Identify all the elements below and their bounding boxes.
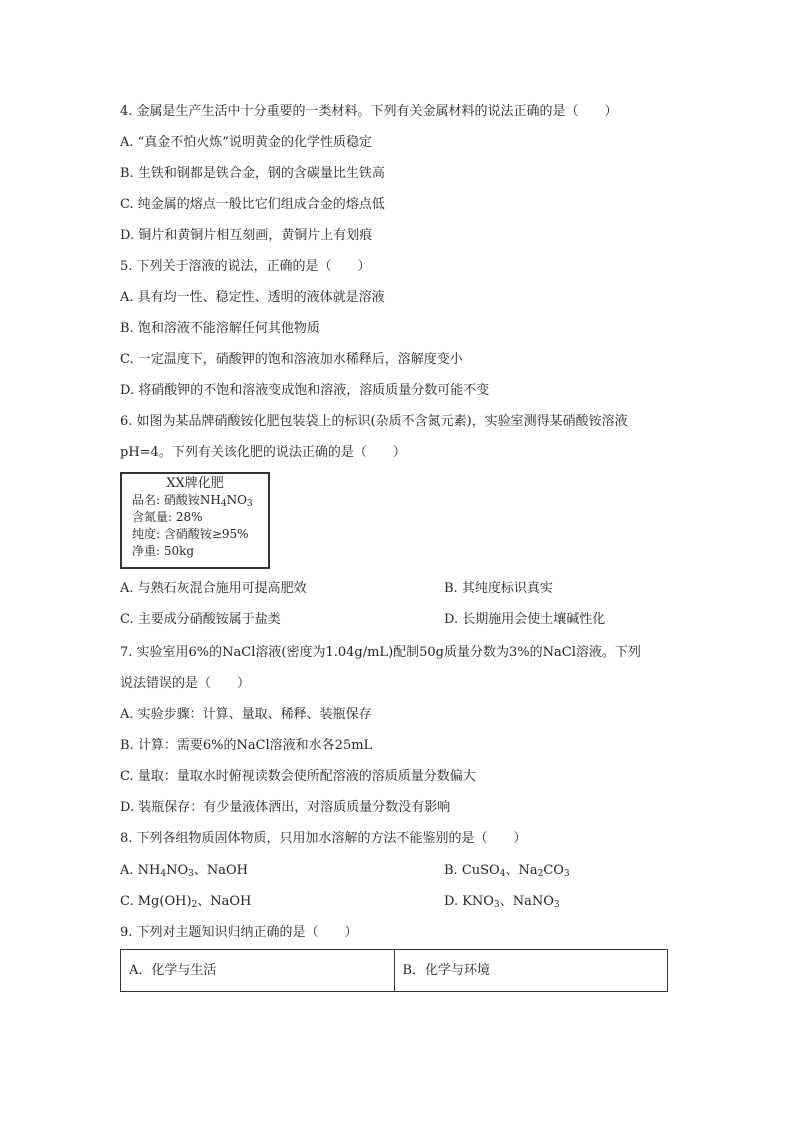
q7-option-a: A. 实验步骤：计算、量取、稀释、装瓶保存 (120, 707, 372, 722)
q6-option-b: B. 其纯度标识真实 (444, 581, 553, 596)
q7-option-d: D. 装瓶保存：有少量液体洒出，对溶质质量分数没有影响 (120, 800, 451, 815)
q5-option-c: C. 一定温度下，硝酸钾的饱和溶液加水稀释后，溶解度变小 (120, 352, 463, 367)
fertilizer-label (120, 472, 270, 569)
q9-stem: 9. 下列对主题知识归纳正确的是（ ） (120, 925, 358, 940)
q5-option-a: A. 具有均一性、稳定性、透明的液体就是溶液 (120, 290, 385, 305)
q4-option-d: D. 铜片和黄铜片相互刻画，黄铜片上有划痕 (120, 228, 373, 243)
q4-option-b: B. 生铁和钢都是铁合金，钢的含碳量比生铁高 (120, 166, 385, 181)
q7-stem-line2: 说法错误的是（ ） (120, 676, 251, 691)
q9-table-cell-a: A．化学与生活 (129, 963, 217, 978)
q5-option-d: D. 将硝酸钾的不饱和溶液变成饱和溶液，溶质质量分数可能不变 (120, 383, 490, 398)
q8-option-c: C. $Mg(OH)_2$、NaOH (120, 894, 252, 910)
q7-stem-line1: 7. 实验室用6%的NaCl溶液(密度为1.04g/mL)配制50g质量分数为3%的NaCl溶液。下列 (120, 645, 641, 660)
q4-option-c: C. 纯金属的熔点一般比它们组成合金的熔点低 (120, 197, 385, 212)
fertilizer-label-title: XX牌化肥 (166, 476, 224, 491)
q6-option-d: D. 长期施用会使土壤碱性化 (444, 612, 606, 627)
fertilizer-label-purity: 纯度: 含硝酸铵≥95% (132, 527, 249, 541)
q6-stem-line2: pH=4。下列有关该化肥的说法正确的是（ ） (120, 445, 406, 460)
q4-stem: 4. 金属是生产生活中十分重要的一类材料。下列有关金属材料的说法正确的是（ ） (120, 104, 618, 119)
fertilizer-label-name: 品名: 硝酸铵$NH_4NO_3$ (132, 493, 253, 509)
q9-table (120, 949, 668, 992)
q8-option-b: B. CuSO$_4$、$Na_2CO_3$ (444, 863, 570, 879)
q8-option-d: D. $KNO_3$、NaNO$_3$ (444, 894, 560, 910)
q5-option-b: B. 饱和溶液不能溶解任何其他物质 (120, 321, 320, 336)
q6-option-c: C. 主要成分硝酸铵属于盐类 (120, 612, 281, 627)
q8-option-a: A. $NH_4NO_3$、NaOH (120, 863, 249, 879)
fertilizer-label-nitrogen: 含氮量: 28% (132, 510, 203, 524)
q9-table-cell-b: B．化学与环境 (394, 950, 668, 991)
fertilizer-label-net-weight: 净重: 50kg (132, 544, 195, 558)
q4-option-a: A. “真金不怕火炼”说明黄金的化学性质稳定 (120, 135, 372, 150)
q6-stem-line1: 6. 如图为某品牌硝酸铵化肥包装袋上的标识(杂质不含氮元素)，实验室测得某硝酸铵溶液 (120, 414, 628, 429)
q7-option-c: C. 量取：量取水时俯视读数会使所配溶液的溶质质量分数偏大 (120, 769, 476, 784)
q5-stem: 5. 下列关于溶液的说法，正确的是（ ） (120, 259, 371, 274)
q7-option-b: B. 计算：需要6%的NaCl溶液和水各25mL (120, 738, 373, 753)
q6-option-a: A. 与熟石灰混合施用可提高肥效 (120, 581, 307, 596)
q8-stem: 8. 下列各组物质固体物质，只用加水溶解的方法不能鉴别的是（ ） (120, 831, 527, 846)
